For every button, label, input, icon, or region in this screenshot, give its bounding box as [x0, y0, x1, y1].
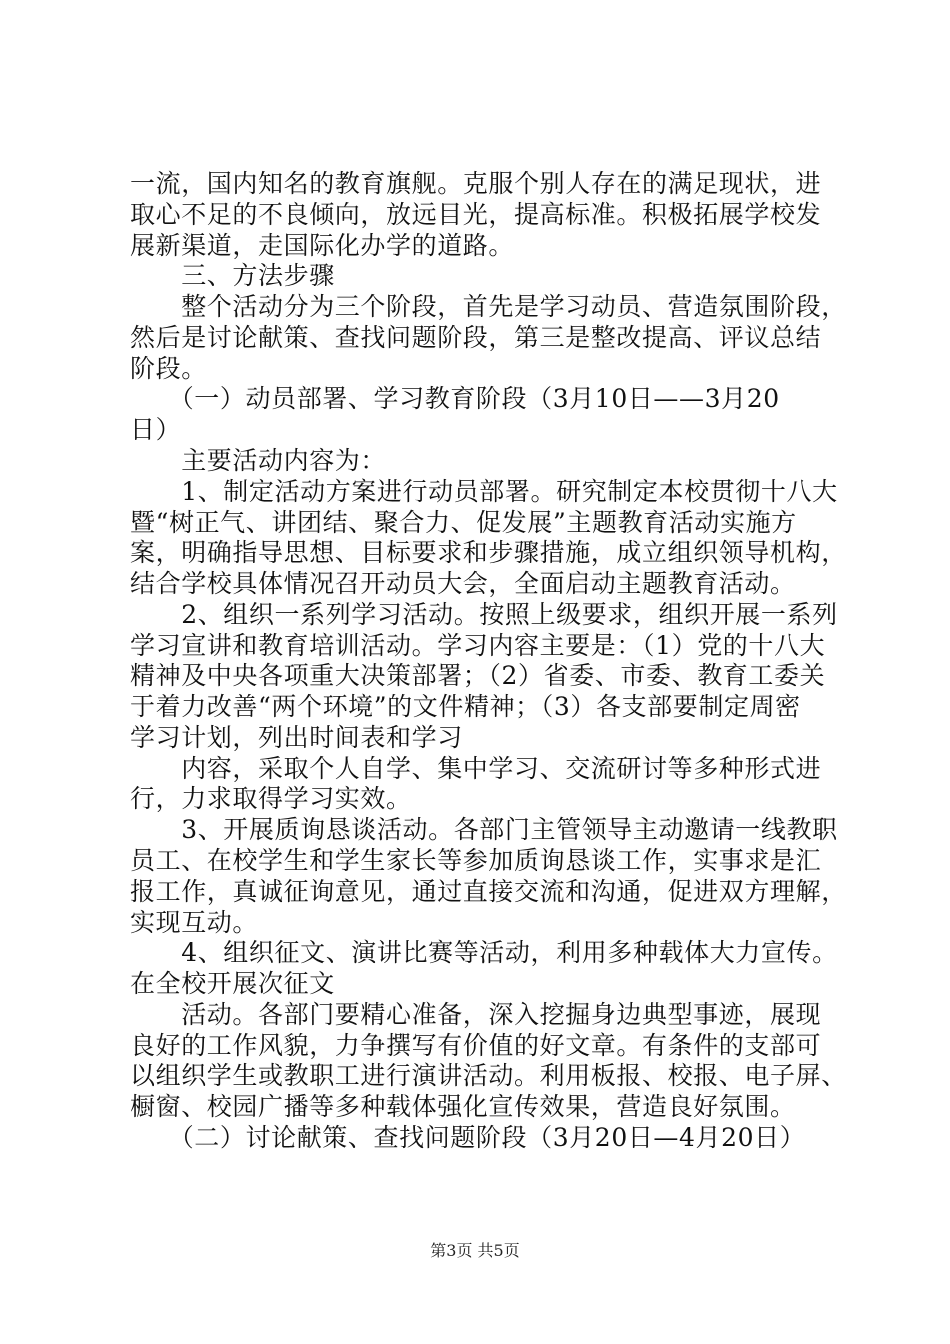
text-line: 以组织学生或教职工进行演讲活动。利用板报、校报、电子屏、 — [130, 1061, 847, 1090]
text-line: 2、组织一系列学习活动。按照上级要求，组织开展一系列 — [130, 600, 838, 629]
text-line: 整个活动分为三个阶段，首先是学习动员、营造氛围阶段， — [130, 292, 847, 321]
text-line: 于着力改善“两个环境”的文件精神；（3）各支部要制定周密 — [130, 692, 801, 721]
text-line: 暨“树正气、讲团结、聚合力、促发展”主题教育活动实施方 — [130, 508, 797, 537]
page-footer: 第3页 共5页 — [430, 1241, 520, 1260]
text-line: 员工、在校学生和学生家长等参加质询恳谈工作，实事求是汇 — [130, 846, 822, 875]
text-line: 1、制定活动方案进行动员部署。研究制定本校贯彻十八大 — [130, 477, 838, 506]
text-line: 实现互动。 — [130, 908, 259, 937]
section-heading: 三、方法步骤 — [130, 261, 335, 290]
text-line: 学习宣讲和教育培训活动。学习内容主要是：（1）党的十八大 — [130, 631, 826, 660]
subsection-heading: （二）讨论献策、查找问题阶段（3月20日—4月20日） — [130, 1123, 806, 1152]
text-line: 案，明确指导思想、目标要求和步骤措施，成立组织领导机构， — [130, 538, 847, 567]
subsection-heading: （一）动员部署、学习教育阶段（3月10日——3月20 — [130, 384, 780, 413]
text-line: 展新渠道，走国际化办学的道路。 — [130, 231, 515, 260]
text-line: 一流，国内知名的教育旗舰。克服个别人存在的满足现状，进 — [130, 169, 822, 198]
text-line: 精神及中央各项重大决策部署；（2）省委、市委、教育工委关 — [130, 661, 826, 690]
text-line: 报工作，真诚征询意见，通过直接交流和沟通，促进双方理解， — [130, 877, 847, 906]
text-line: 橱窗、校园广播等多种载体强化宣传效果，营造良好氛围。 — [130, 1092, 796, 1121]
text-line: 然后是讨论献策、查找问题阶段，第三是整改提高、评议总结 — [130, 323, 822, 352]
text-line: 良好的工作风貌，力争撰写有价值的好文章。有条件的支部可 — [130, 1031, 822, 1060]
text-line: 3、开展质询恳谈活动。各部门主管领导主动邀请一线教职 — [130, 815, 838, 844]
text-line: 主要活动内容为： — [130, 446, 387, 475]
text-line: 在全校开展次征文 — [130, 969, 335, 998]
text-line: 取心不足的不良倾向，放远目光，提高标准。积极拓展学校发 — [130, 200, 822, 229]
text-line: 结合学校具体情况召开动员大会，全面启动主题教育活动。 — [130, 569, 796, 598]
text-line: 活动。各部门要精心准备，深入挖掘身边典型事迹，展现 — [130, 1000, 822, 1029]
text-line: 行，力求取得学习实效。 — [130, 784, 412, 813]
text-line: 日） — [130, 415, 182, 444]
text-line: 内容，采取个人自学、集中学习、交流研讨等多种形式进 — [130, 754, 822, 783]
text-line: 4、组织征文、演讲比赛等活动，利用多种载体大力宣传。 — [130, 938, 838, 967]
text-line: 学习计划，列出时间表和学习 — [130, 723, 463, 752]
text-line: 阶段。 — [130, 354, 207, 383]
